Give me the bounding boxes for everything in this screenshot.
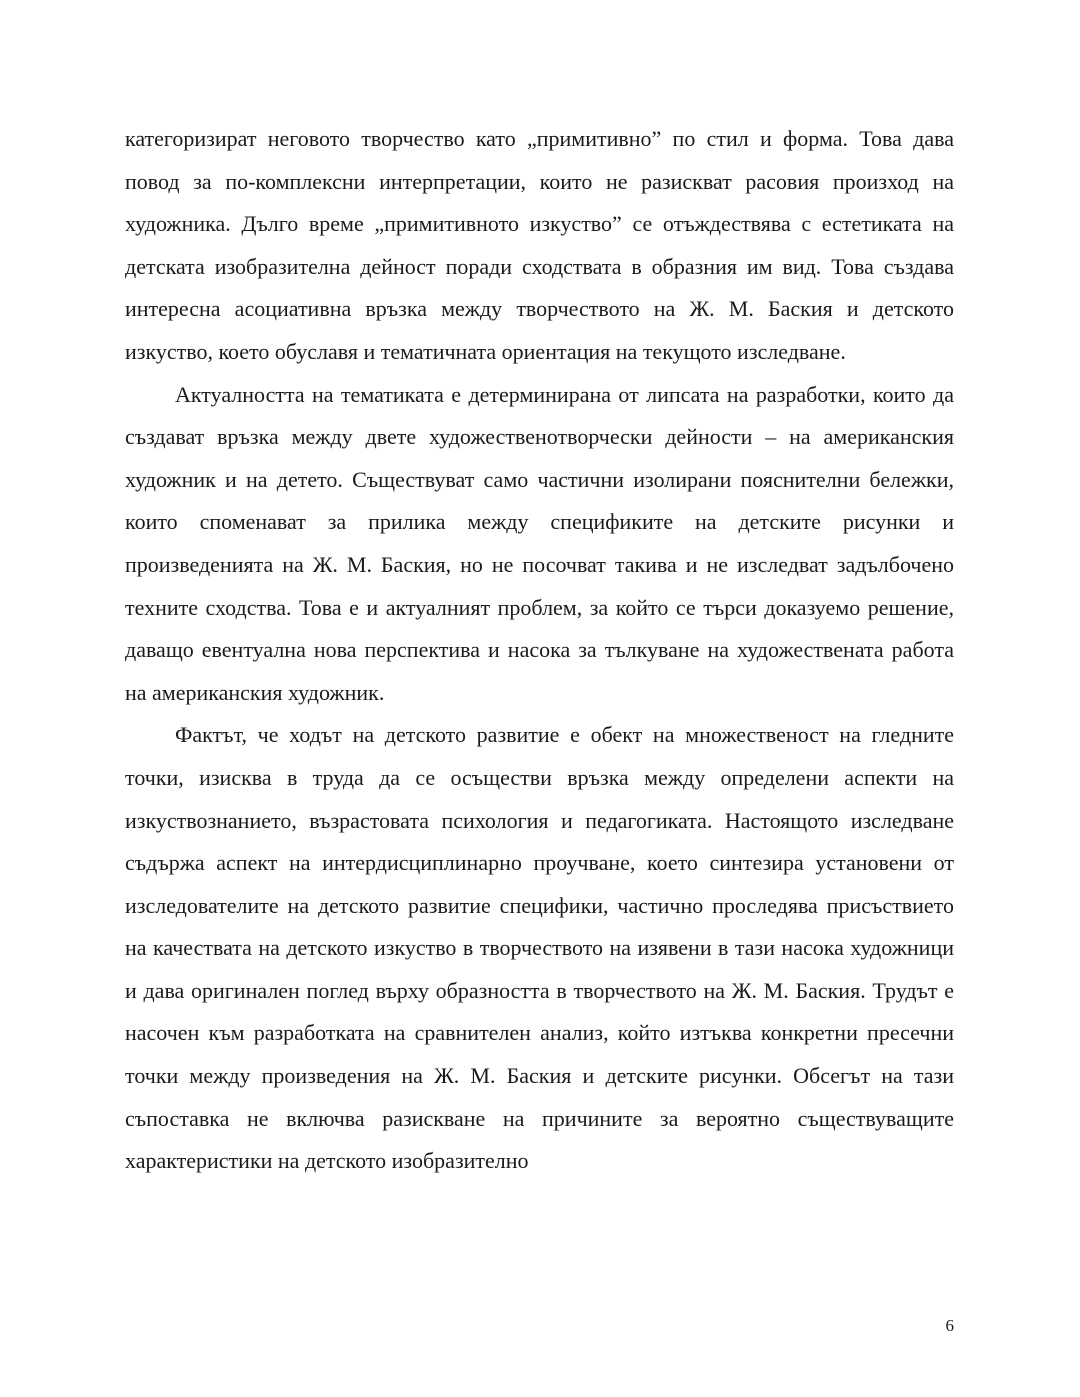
- page-number: 6: [945, 1316, 954, 1335]
- body-text: [125, 118, 954, 1183]
- paragraph-relevance: Актуалността на тематиката е детерминирана от липсата на разработки, които да създават връзка между двете художественотворчески дейности – на американския художник и на детето. Съществуват само частични изолирани пояснителни бележки, които споменават за прилика между спецификите на детските рисунки и произведенията на Ж. М. Баския, но не посочват такива и не изследват задълбочено техните сходства. Това е и актуалният проблем, за който се търси доказуемо решение, даващо евентуална нова перспектива и насока за тълкуване на художествената работа на американския художник.: [125, 381, 954, 705]
- paragraph-continuation: категоризират неговото творчество като „примитивно” по стил и форма. Това дава повод за по-комплексни интерпретации, които не разискват расовия произход на художника. Дълго време „примитивното изкуство” се отъждествява с естетиката на детската изобразителна дейност поради сходствата в образния им вид. Това създава интересна асоциативна връзка между творчеството на Ж. М. Баския и детското изкуство, което обуславя и тематичната ориентация на текущото изследване.: [125, 126, 954, 364]
- paragraph-interdisciplinary: Фактът, че ходът на детското развитие е обект на множественост на гледните точки, изисква в труда да се осъществи връзка между определени аспекти на изкуствознанието, възрастовата психология и педагогиката. Настоящото изследване съдържа аспект на интердисциплинарно проучване, което синтезира установени от изследователите на детското развитие специфики, частично проследява присъствието на качествата на детското изкуство в творчеството на изявени в тази насока художници и дава оригинален поглед върху образността в творчеството на Ж. М. Баския. Трудът е насочен към разработката на сравнителен анализ, който изтъква конкретни пресечни точки между произведения на Ж. М. Баския и детските рисунки. Обсегът на тази съпоставка не включва разискване на причините за вероятно съществуващите характеристики на детското изобразително: [125, 722, 954, 1174]
